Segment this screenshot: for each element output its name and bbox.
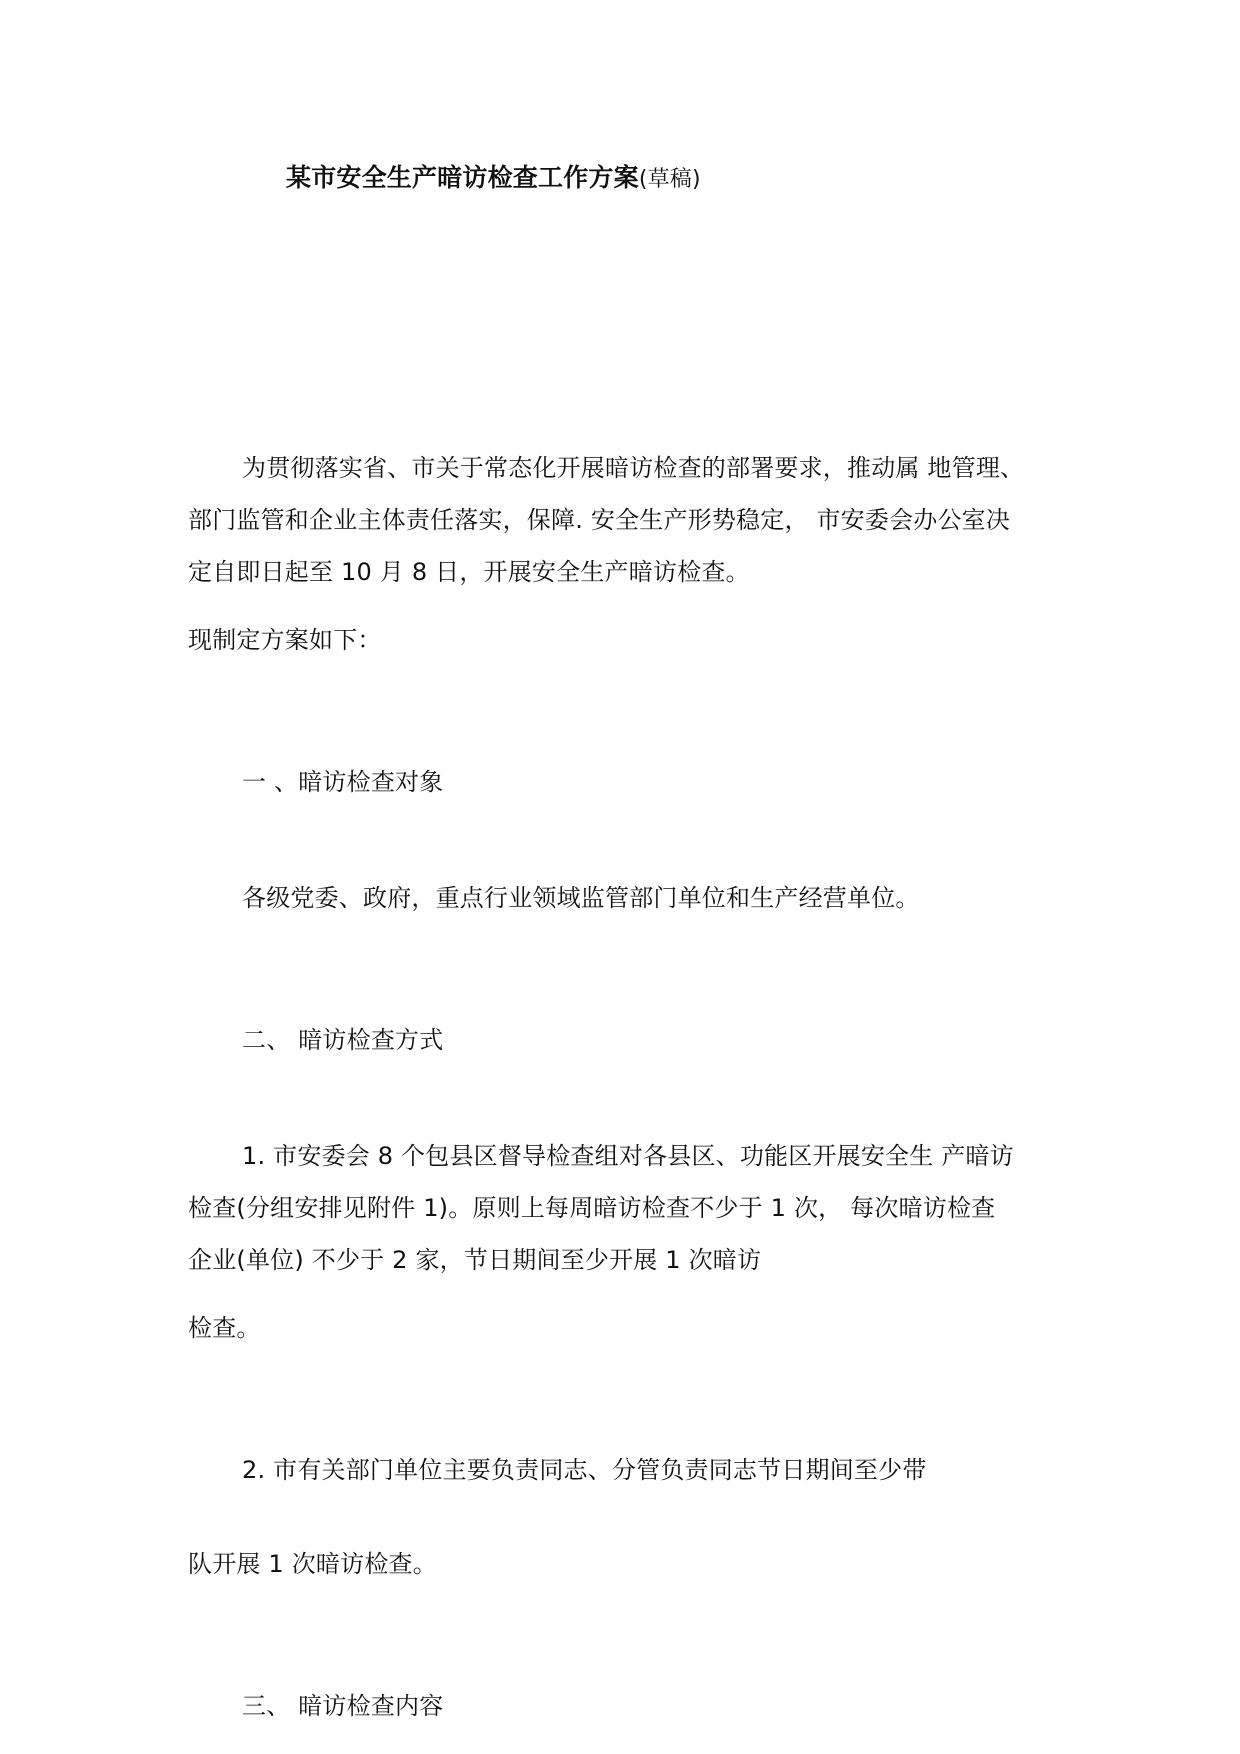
section-2-item-1-line-3: 企业(单位) 不少于 2 家，节日期间至少开展 1 次暗访 — [188, 1246, 762, 1274]
intro-line-1: 为贯彻落实省、市关于常态化开展暗访检查的部署要求，推动属 地管理、 — [242, 454, 1025, 482]
intro-line-2: 部门监管和企业主体责任落实，保障. 安全生产形势稳定， 市安委会办公室决 — [188, 506, 1011, 534]
section-2-item-2-line-1: 2. 市有关部门单位主要负责同志、分管负责同志节日期间至少带 — [242, 1456, 927, 1484]
section-2-item-1-line-1: 1. 市安委会 8 个包县区督导检查组对各县区、功能区开展安全生 产暗访 — [242, 1142, 1014, 1170]
title-text: 某市安全生产暗访检查工作方案 — [286, 163, 639, 192]
section-2-item-1-line-2: 检查(分组安排见附件 1)。原则上每周暗访检查不少于 1 次， 每次暗访检查 — [188, 1194, 996, 1222]
section-2-heading: 二、 暗访检查方式 — [242, 1026, 444, 1054]
intro-line-3: 定自即日起至 10 月 8 日，开展安全生产暗访检查。 — [188, 558, 750, 586]
section-1-body: 各级党委、政府，重点行业领域监管部门单位和生产经营单位。 — [242, 884, 920, 912]
section-2-item-2-line-2: 队开展 1 次暗访检查。 — [188, 1550, 437, 1578]
title-suffix: (草稿) — [638, 167, 701, 192]
intro-tail: 现制定方案如下： — [188, 626, 382, 654]
section-1-heading: 一 、暗访检查对象 — [242, 768, 444, 796]
section-3-heading: 三、 暗访检查内容 — [242, 1692, 444, 1720]
section-2-item-1-line-4: 检查。 — [188, 1314, 261, 1342]
document-title — [286, 162, 701, 196]
